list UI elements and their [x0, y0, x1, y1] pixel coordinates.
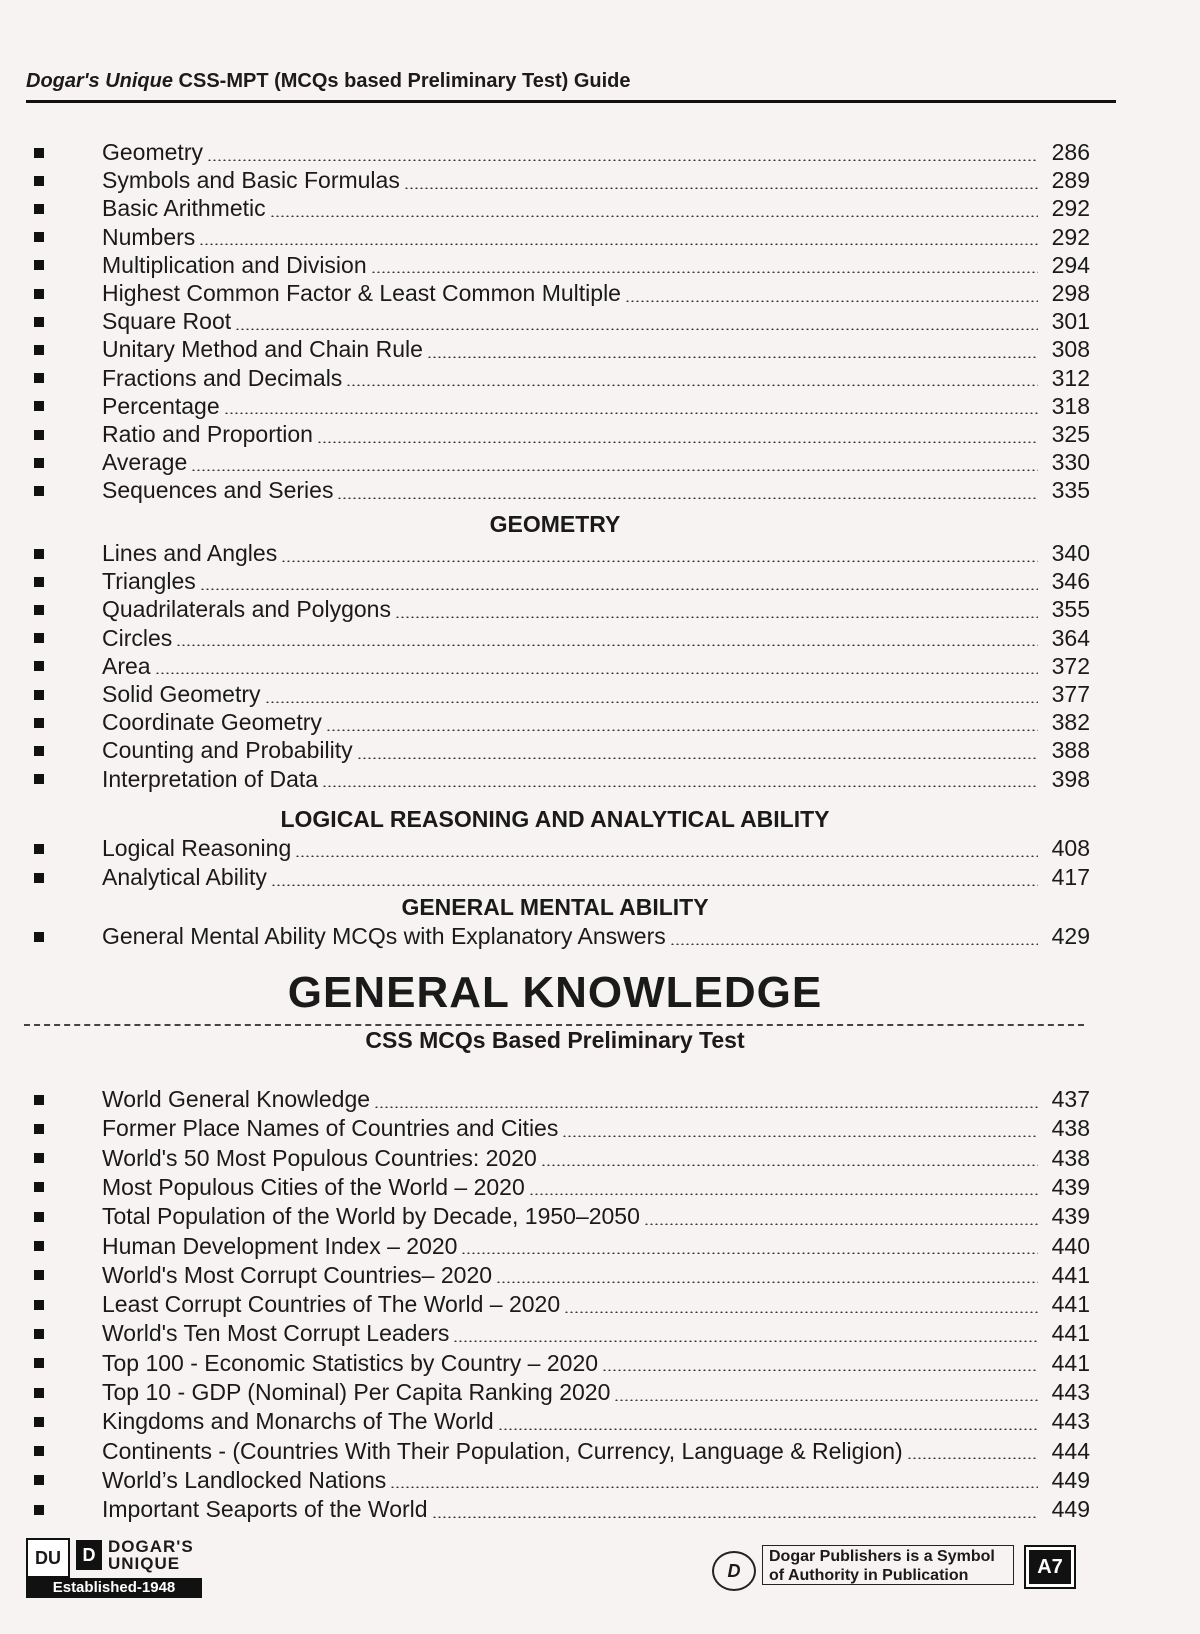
toc-entry-page: 441	[1051, 1320, 1090, 1347]
bullet-icon	[34, 844, 44, 854]
toc-entry-title: Interpretation of Data	[102, 765, 319, 792]
bullet-icon	[34, 690, 44, 700]
dot-leader	[322, 785, 1038, 787]
logo-emblem-icon: DU	[26, 1538, 70, 1578]
toc-entry-page: 441	[1051, 1261, 1090, 1288]
toc-entry	[30, 1290, 1090, 1319]
toc-entry-page: 292	[1051, 195, 1090, 222]
toc-entry-page: 312	[1051, 364, 1090, 391]
dot-leader	[670, 943, 1038, 945]
publisher-tagline-block	[712, 1545, 1082, 1595]
dot-leader	[602, 1369, 1038, 1371]
dot-leader	[564, 1311, 1038, 1313]
tagline-line-1: Dogar Publishers is a Symbol	[769, 1548, 995, 1565]
toc-entry	[30, 1173, 1090, 1202]
toc-entry	[30, 307, 1090, 336]
toc-entry	[30, 1232, 1090, 1261]
dot-leader	[191, 469, 1038, 471]
dot-leader	[317, 441, 1038, 443]
dot-leader	[271, 884, 1038, 886]
toc-entry-page: 298	[1051, 280, 1090, 306]
toc-entry-page: 439	[1051, 1203, 1090, 1230]
toc-entry-title: Sequences and Series	[102, 477, 334, 504]
bullet-icon	[34, 774, 44, 784]
toc-entry-page: 330	[1051, 449, 1090, 476]
publisher-tagline	[762, 1545, 1014, 1585]
dot-leader	[614, 1399, 1038, 1401]
dot-leader	[200, 588, 1038, 590]
toc-entry-title: Important Seaports of the World	[102, 1496, 428, 1523]
toc-entry-page: 429	[1051, 923, 1090, 949]
dot-leader	[374, 1106, 1038, 1108]
toc-entry-page: 346	[1051, 568, 1090, 595]
bullet-icon	[34, 605, 44, 615]
dot-leader	[562, 1135, 1038, 1137]
publisher-seal-icon: D	[712, 1551, 756, 1591]
toc-entry-title: Geometry	[102, 139, 203, 165]
toc-entry	[30, 279, 1090, 308]
toc-entry-title: Former Place Names of Countries and Cities	[102, 1115, 559, 1142]
section-heading-logical-reasoning: LOGICAL REASONING AND ANALYTICAL ABILITY	[280, 806, 830, 832]
logo-line-2: UNIQUE	[108, 1554, 181, 1573]
toc-entry	[30, 1349, 1090, 1378]
toc-entry-page: 286	[1051, 139, 1090, 165]
toc-entry-title: Analytical Ability	[102, 864, 267, 890]
toc-entry-title: Unitary Method and Chain Rule	[102, 336, 423, 363]
toc-entry-title: Continents - (Countries With Their Population, Currency, Language & Religion)	[102, 1437, 903, 1464]
bullet-icon	[34, 401, 44, 411]
toc-entry-page: 439	[1051, 1173, 1090, 1200]
bullet-icon	[34, 317, 44, 327]
bullet-icon	[34, 1388, 44, 1398]
toc-entry-title: Top 10 - GDP (Nominal) Per Capita Ranking 2020	[102, 1379, 611, 1405]
toc-entry-page: 364	[1051, 624, 1090, 651]
toc-entry-page: 318	[1051, 392, 1090, 419]
page-number-badge	[1024, 1545, 1076, 1589]
bullet-icon	[34, 1300, 44, 1310]
bullet-icon	[34, 661, 44, 671]
toc-entry	[30, 863, 1090, 892]
toc-entry	[30, 1437, 1090, 1466]
bullet-icon	[34, 932, 44, 942]
dot-leader	[395, 616, 1038, 618]
dot-leader	[907, 1457, 1038, 1459]
bullet-icon	[34, 1475, 44, 1485]
toc-entry-page: 437	[1051, 1086, 1090, 1112]
bullet-icon	[34, 1505, 44, 1515]
toc-entry-page: 441	[1051, 1291, 1090, 1318]
toc-entry-title: Triangles	[102, 568, 196, 595]
bullet-icon	[34, 373, 44, 383]
toc-entry-title: Least Corrupt Countries of The World – 2020	[102, 1291, 561, 1318]
bullet-icon	[34, 176, 44, 186]
toc-entry-title: Coordinate Geometry	[102, 709, 322, 736]
general-knowledge-title: GENERAL KNOWLEDGE	[287, 968, 823, 1017]
toc-entry-page: 440	[1051, 1232, 1090, 1259]
bullet-icon	[34, 260, 44, 270]
dot-leader	[265, 701, 1038, 703]
bullet-icon	[34, 486, 44, 496]
toc-entry-title: Top 100 - Economic Statistics by Country – 2020	[102, 1349, 599, 1376]
toc-entry-page: 388	[1051, 737, 1090, 764]
toc-entry-page: 398	[1051, 765, 1090, 792]
bullet-icon	[34, 1095, 44, 1105]
toc-entry	[30, 392, 1090, 421]
dot-leader	[461, 1252, 1038, 1254]
dot-leader	[176, 644, 1038, 646]
toc-entry-page: 449	[1051, 1466, 1090, 1493]
toc-entry	[30, 1114, 1090, 1143]
toc-entry	[30, 1261, 1090, 1290]
toc-entry-page: 301	[1051, 308, 1090, 335]
toc-entry-page: 438	[1051, 1115, 1090, 1142]
toc-entry	[30, 595, 1090, 624]
bullet-icon	[34, 549, 44, 559]
header-brand: Dogar's Unique	[26, 70, 173, 92]
bullet-icon	[34, 204, 44, 214]
toc-entry-page: 292	[1051, 223, 1090, 250]
header-title: CSS-MPT (MCQs based Preliminary Test) Guide	[173, 70, 631, 92]
toc-entry-title: Counting and Probability	[102, 737, 353, 764]
established-badge: Established-1948	[26, 1578, 202, 1598]
dot-leader	[371, 271, 1038, 273]
dot-leader	[390, 1486, 1038, 1488]
toc-entry-title: Logical Reasoning	[102, 835, 292, 861]
toc-entry	[30, 1319, 1090, 1348]
bullet-icon	[34, 1153, 44, 1163]
toc-entry-title: Average	[102, 449, 188, 476]
bullet-icon	[34, 1358, 44, 1368]
tagline-line-2: of Authority in Publication	[769, 1567, 969, 1584]
toc-entry-title: Most Populous Cities of the World – 2020	[102, 1173, 525, 1200]
toc-entry	[30, 1085, 1090, 1114]
toc-entry-page: 325	[1051, 421, 1090, 447]
toc-entry-title: Lines and Angles	[102, 540, 278, 566]
toc-entry-title: World's Most Corrupt Countries– 2020	[102, 1261, 493, 1288]
dot-leader	[357, 757, 1038, 759]
dot-leader	[346, 384, 1038, 386]
toc-entry-page: 417	[1051, 864, 1090, 890]
toc-entry	[30, 1378, 1090, 1407]
running-header	[26, 70, 1116, 103]
toc-entry-title: World's Ten Most Corrupt Leaders	[102, 1320, 450, 1347]
toc-entry-title: General Mental Ability MCQs with Explanatory Answers	[102, 923, 666, 949]
toc-entry-title: Total Population of the World by Decade, 1950–2050	[102, 1203, 640, 1230]
toc-entry-page: 335	[1051, 477, 1090, 504]
bullet-icon	[34, 1417, 44, 1427]
bullet-icon	[34, 746, 44, 756]
bullet-icon	[34, 458, 44, 468]
toc-entry-title: Basic Arithmetic	[102, 195, 266, 222]
bullet-icon	[34, 430, 44, 440]
toc-entry-page: 408	[1051, 835, 1090, 861]
toc-entry	[30, 251, 1090, 280]
dot-leader	[432, 1516, 1038, 1518]
dot-leader	[337, 497, 1038, 499]
dot-leader	[295, 855, 1038, 857]
toc-entry	[30, 539, 1090, 568]
dot-leader	[281, 560, 1038, 562]
dot-leader	[235, 328, 1038, 330]
toc-entry	[30, 1202, 1090, 1231]
toc-entry	[30, 1495, 1090, 1524]
bullet-icon	[34, 1446, 44, 1456]
toc-entry	[30, 448, 1090, 477]
page-number: A7	[1029, 1550, 1071, 1584]
toc-entry-title: Symbols and Basic Formulas	[102, 167, 400, 194]
logo-text	[108, 1538, 194, 1572]
bullet-icon	[34, 633, 44, 643]
toc-entry-page: 294	[1051, 251, 1090, 278]
dot-leader	[496, 1281, 1038, 1283]
toc-entry-title: Percentage	[102, 392, 220, 419]
toc-entry	[30, 420, 1090, 449]
bullet-icon	[34, 873, 44, 883]
toc-entry-page: 289	[1051, 167, 1090, 194]
toc-entry-page: 444	[1051, 1437, 1090, 1464]
toc-entry-title: Ratio and Proportion	[102, 421, 313, 447]
bullet-icon	[34, 1329, 44, 1339]
toc-entry-page: 377	[1051, 681, 1090, 707]
toc-entry	[30, 1144, 1090, 1173]
toc-entry-page: 308	[1051, 336, 1090, 363]
toc-entry	[30, 834, 1090, 863]
bullet-icon	[34, 1212, 44, 1222]
toc-entry	[30, 680, 1090, 709]
dot-leader	[326, 729, 1038, 731]
toc-entry-title: World's 50 Most Populous Countries: 2020	[102, 1144, 537, 1171]
toc-entry	[30, 335, 1090, 364]
dot-leader	[155, 672, 1038, 674]
toc-entry	[30, 1466, 1090, 1495]
toc-entry	[30, 708, 1090, 737]
toc-entry-title: World General Knowledge	[102, 1086, 371, 1112]
toc-entry-page: 372	[1051, 652, 1090, 679]
dot-leader	[529, 1193, 1038, 1195]
toc-entry-title: Human Development Index – 2020	[102, 1232, 458, 1259]
toc-entry-title: Multiplication and Division	[102, 251, 367, 278]
section-heading-general-mental-ability: GENERAL MENTAL ABILITY	[401, 894, 709, 920]
toc-entry-title: Kingdoms and Monarchs of The World	[102, 1408, 494, 1435]
toc-entry-page: 340	[1051, 540, 1090, 566]
divider	[24, 1024, 1084, 1026]
bullet-icon	[34, 345, 44, 355]
toc-entry-title: Area	[102, 652, 151, 679]
publisher-logo	[26, 1538, 206, 1598]
toc-entry	[30, 765, 1090, 794]
toc-entry-page: 443	[1051, 1408, 1090, 1435]
toc-entry-page: 441	[1051, 1349, 1090, 1376]
bullet-icon	[34, 1270, 44, 1280]
bullet-icon	[34, 1124, 44, 1134]
bullet-icon	[34, 148, 44, 158]
toc-entry-title: Fractions and Decimals	[102, 364, 343, 391]
dot-leader	[498, 1428, 1038, 1430]
dot-leader	[427, 356, 1038, 358]
dot-leader	[644, 1223, 1038, 1225]
toc-entry-title: Highest Common Factor & Least Common Multiple	[102, 280, 621, 306]
dot-leader	[404, 187, 1038, 189]
dot-leader	[625, 300, 1038, 302]
toc-entry-title: World’s Landlocked Nations	[102, 1466, 387, 1493]
toc-entry	[30, 138, 1090, 167]
toc-entry-title: Quadrilaterals and Polygons	[102, 596, 391, 623]
toc-entry	[30, 736, 1090, 765]
toc-entry	[30, 476, 1090, 505]
toc-entry-title: Solid Geometry	[102, 681, 261, 707]
toc-entry	[30, 1407, 1090, 1436]
dot-leader	[199, 243, 1038, 245]
toc-entry	[30, 922, 1090, 951]
bullet-icon	[34, 718, 44, 728]
toc-entry	[30, 652, 1090, 681]
logo-line-1: DOGAR'S	[108, 1537, 194, 1556]
toc-entry	[30, 194, 1090, 223]
toc-entry-page: 438	[1051, 1144, 1090, 1171]
bullet-icon	[34, 232, 44, 242]
toc-entry-title: Square Root	[102, 308, 232, 335]
bullet-icon	[34, 577, 44, 587]
bullet-icon	[34, 1182, 44, 1192]
toc-entry-page: 382	[1051, 709, 1090, 736]
toc-entry-title: Numbers	[102, 223, 196, 250]
toc-entry	[30, 624, 1090, 653]
dot-leader	[453, 1340, 1038, 1342]
toc-entry-page: 443	[1051, 1379, 1090, 1405]
logo-d-icon: D	[76, 1540, 102, 1570]
general-knowledge-subtitle: CSS MCQs Based Preliminary Test	[365, 1027, 745, 1053]
toc-entry-page: 449	[1051, 1496, 1090, 1523]
toc-entry	[30, 567, 1090, 596]
toc-entry	[30, 223, 1090, 252]
dot-leader	[207, 159, 1038, 161]
bullet-icon	[34, 1241, 44, 1251]
dot-leader	[224, 412, 1038, 414]
toc-entry-page: 355	[1051, 596, 1090, 623]
section-heading-geometry: GEOMETRY	[489, 511, 621, 537]
dot-leader	[541, 1164, 1038, 1166]
dot-leader	[270, 215, 1038, 217]
toc-entry	[30, 364, 1090, 393]
toc-entry	[30, 166, 1090, 195]
toc-entry-title: Circles	[102, 624, 173, 651]
bullet-icon	[34, 289, 44, 299]
